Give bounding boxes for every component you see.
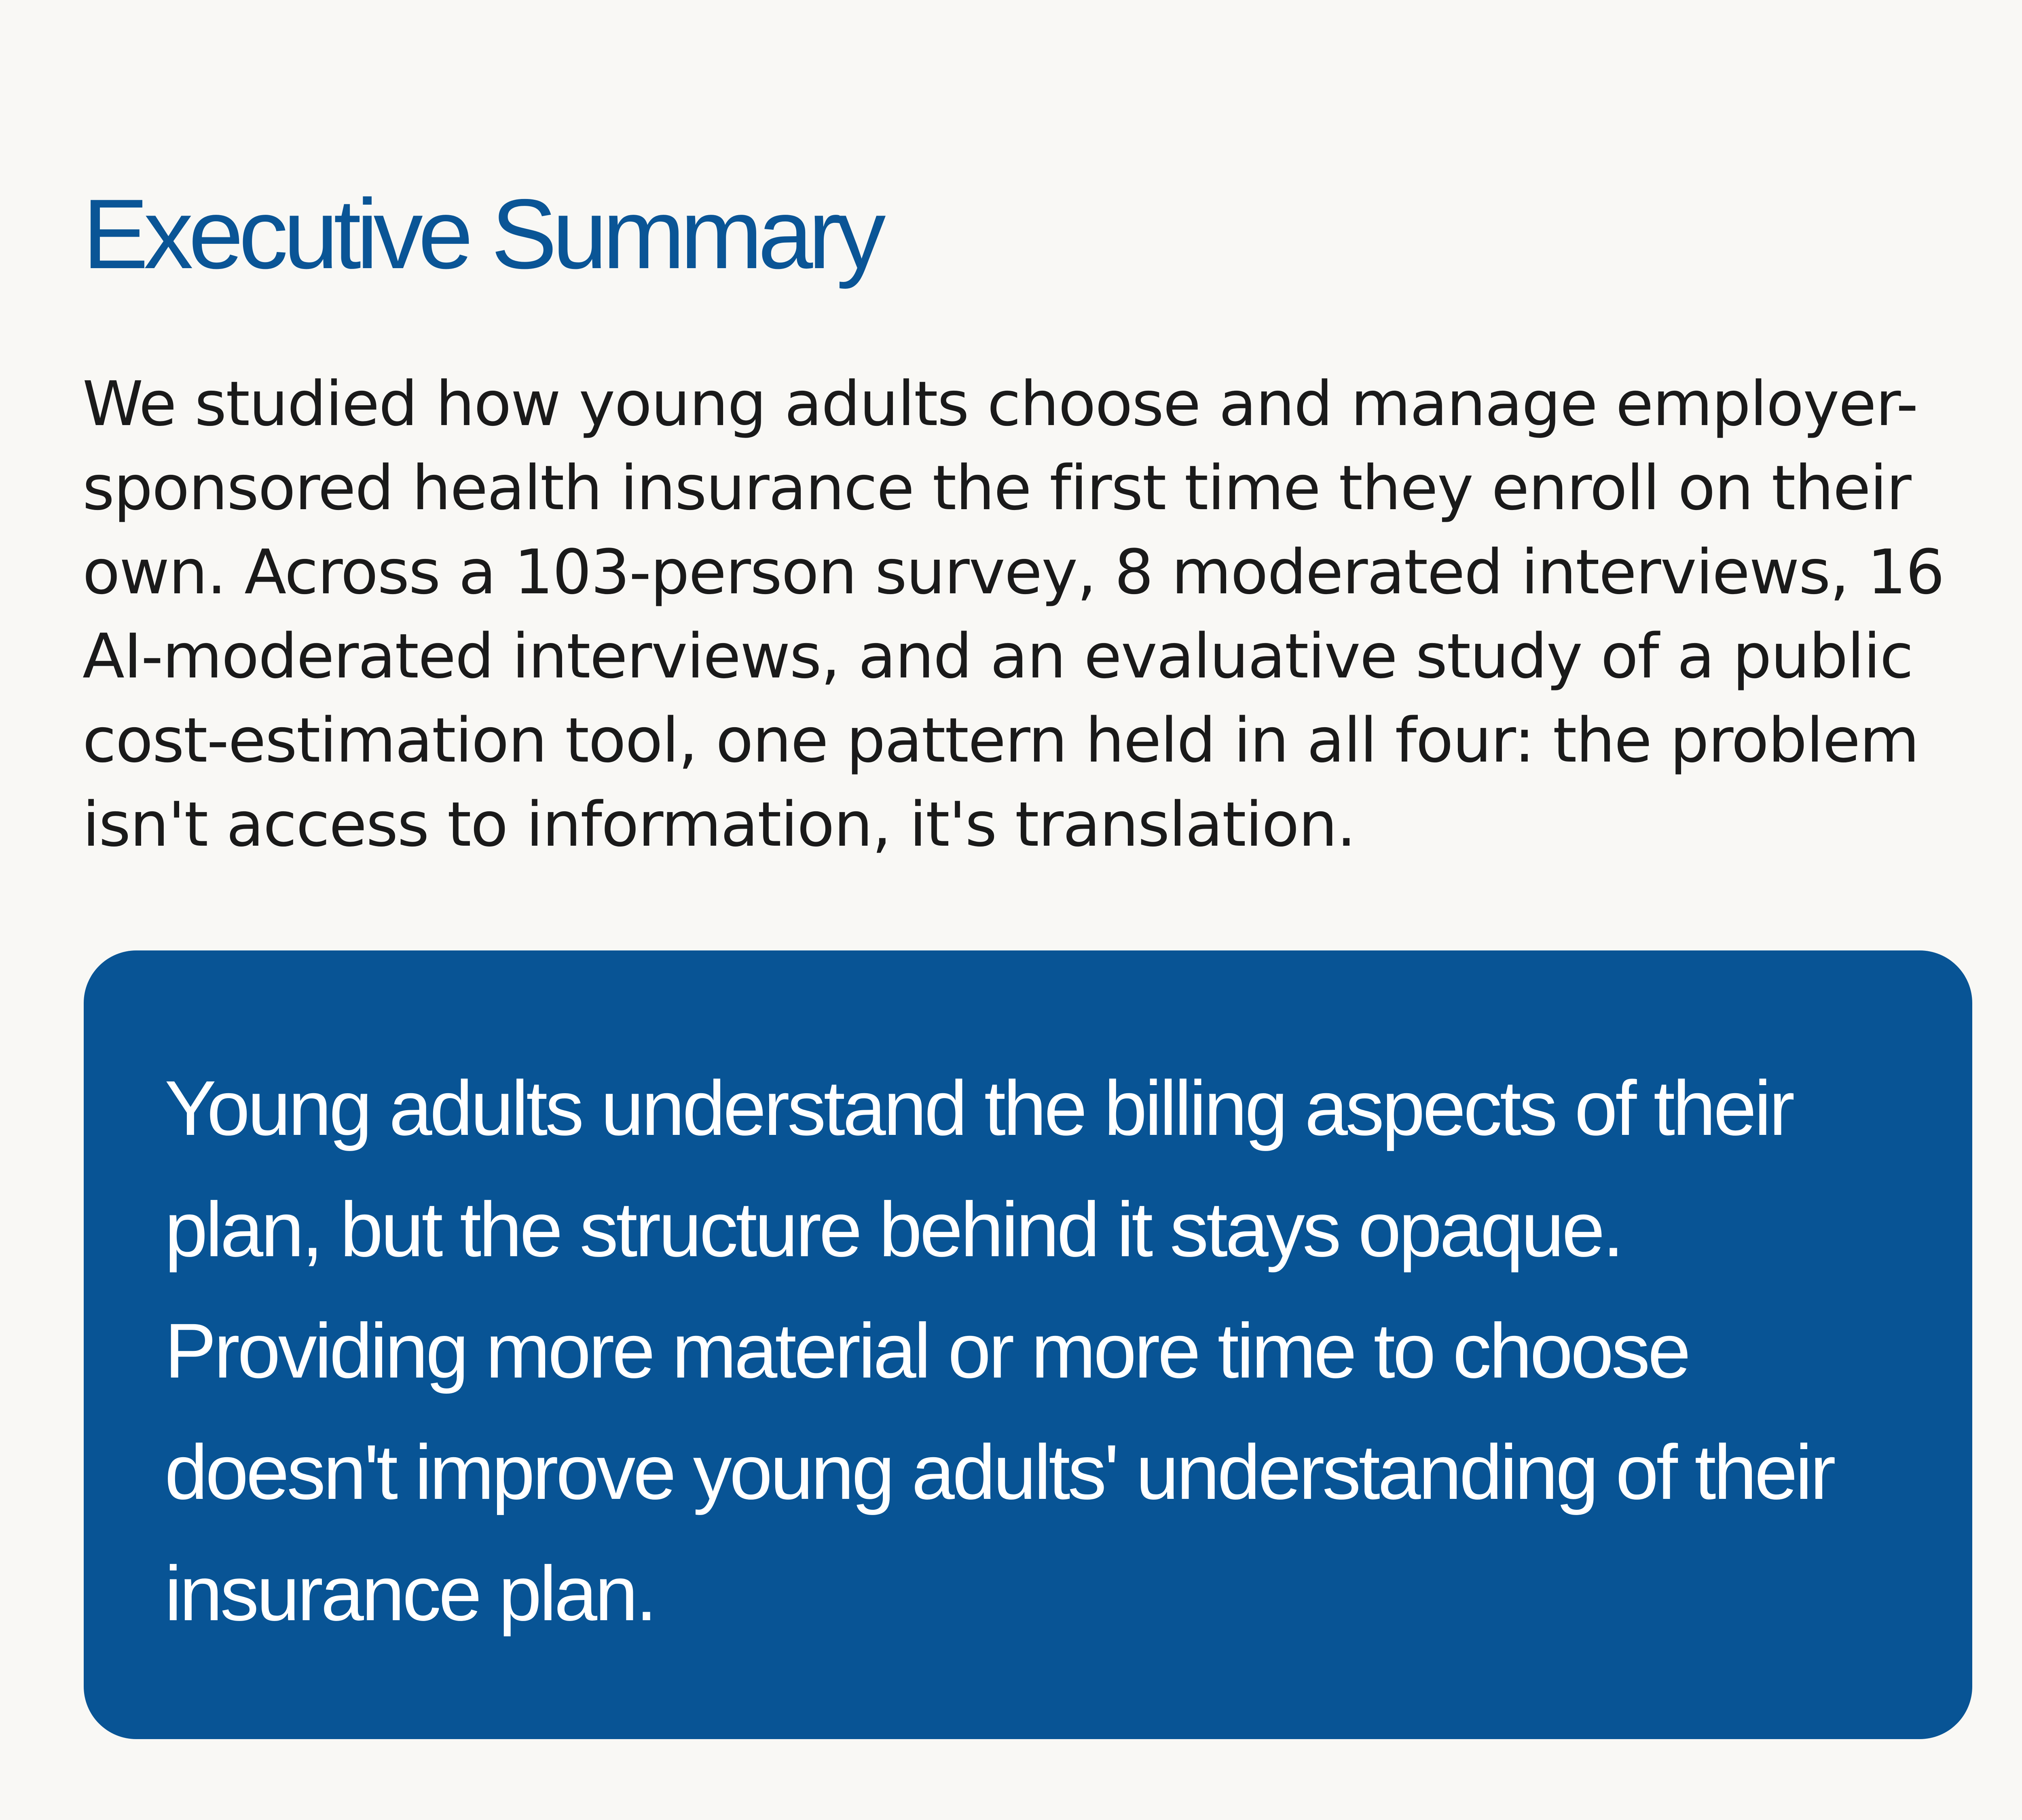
page-title: Executive Summary — [82, 178, 881, 289]
key-insight-text: Young adults understand the billing aspects of their plan, but the structure behind it stays opaque. Providing more material or more time to choose doesn't improve young adults' understanding of their insurance plan. — [165, 1064, 1834, 1637]
key-insight-box — [84, 950, 1972, 1739]
intro-paragraph: We studied how young adults choose and manage employer-sponsored health insurance the first time they enroll on their own. Across a 103-person survey, 8 moderated interviews, 16 AI-moderated interviews, and an evaluative study of a public cost-estimation tool, one pattern held in all four: the problem isn't access to information, it's translation. — [82, 368, 1944, 860]
